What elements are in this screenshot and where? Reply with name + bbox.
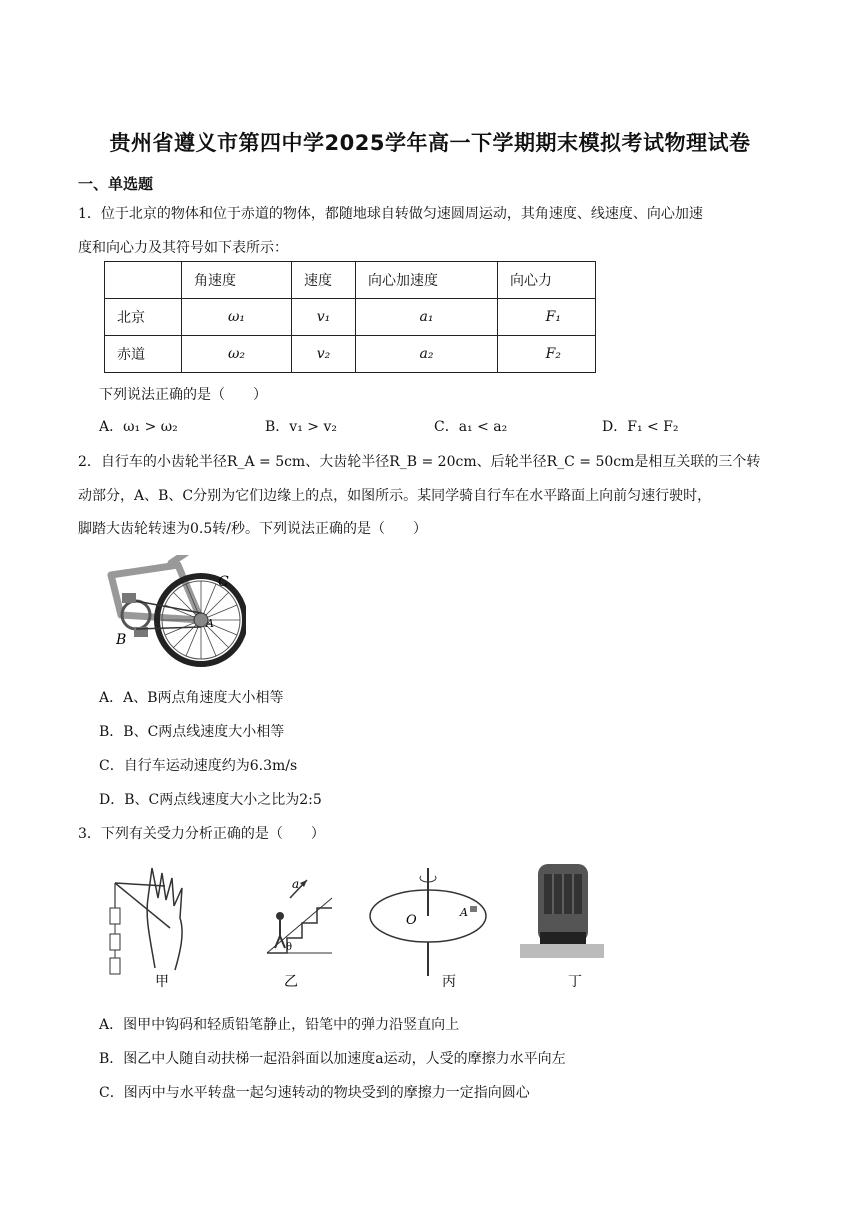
center-o-label: O [406,913,417,928]
q3-option-a: A．图甲中钩码和轻质铅笔静止，铅笔中的弹力沿竖直向上 [99,1017,460,1033]
table-cell: a₂ [356,336,498,373]
table-cell: 北京 [105,299,182,336]
table-header-cell: 向心加速度 [356,262,498,299]
q1-prompt: 下列说法正确的是（ ） [99,387,267,403]
q3-option-c: C．图丙中与水平转盘一起匀速转动的物块受到的摩擦力一定指向圆心 [99,1085,530,1101]
q2-option-c: C．自行车运动速度约为6.3m/s [99,758,298,774]
block-a-label: A [460,906,468,919]
option-b: B．v₁ > v₂ [265,419,337,435]
figure-label-bing: 丙 [442,974,456,988]
q2-option-d: D．B、C两点线速度大小之比为2:5 [99,792,322,808]
table-header-cell: 速度 [292,262,356,299]
q2-option-a: A．A、B两点角速度大小相等 [99,690,284,706]
q3-stem: 3．下列有关受力分析正确的是（ ） [78,826,325,842]
table-cell: v₁ [292,299,356,336]
q3-option-b: B．图乙中人随自动扶梯一起沿斜面以加速度a运动，人受的摩擦力水平向左 [99,1051,566,1067]
q1-stem-line1: 1．位于北京的物体和位于赤道的物体，都随地球自转做匀速圆周运动，其角速度、线速度、向心加速 [78,206,703,222]
acceleration-label: a [292,877,300,891]
q2-stem-line3: 脚踏大齿轮转速为0.5转/秒。下列说法正确的是（ ） [78,521,427,537]
table-header-cell: 角速度 [182,262,292,299]
table-cell: 赤道 [105,336,182,373]
q2-stem-line2: 动部分，A、B、C分别为它们边缘上的点，如图所示。某同学骑自行车在水平路面上向前匀速行驶时， [78,488,712,504]
q1-table [104,261,596,373]
point-b-label: B [116,632,127,648]
figure-ding [518,858,608,988]
table-cell: a₁ [356,299,498,336]
table-header-cell [105,262,182,299]
figure-label-jia: 甲 [155,974,169,988]
table-cell: F₂ [498,336,596,373]
option-a: A．ω₁ > ω₂ [99,419,178,435]
figure-label-yi: 乙 [284,974,298,988]
section-heading: 一、单选题 [78,175,154,193]
table-row [105,299,596,336]
table-header-row [105,262,596,299]
option-c: C．a₁ < a₂ [434,419,508,435]
q2-stem-line1: 2．自行车的小齿轮半径R_A = 5cm、大齿轮半径R_B = 20cm、后轮半径R_C = 50cm是相互关联的三个转 [78,454,761,470]
point-a-label: A [206,617,214,630]
bicycle-figure [96,555,246,675]
figure-yi [262,858,342,988]
page-title: 贵州省遵义市第四中学2025学年高一下学期期末模拟考试物理试卷 [109,131,751,155]
q1-stem-line2: 度和向心力及其符号如下表所示： [78,240,288,256]
table-row [105,336,596,373]
figure-jia [100,858,210,988]
table-cell: ω₁ [182,299,292,336]
theta-label: θ [286,942,293,953]
point-c-label: C [218,574,229,590]
figure-bing [366,858,496,988]
table-cell: F₁ [498,299,596,336]
table-cell: ω₂ [182,336,292,373]
q2-option-b: B．B、C两点线速度大小相等 [99,724,285,740]
table-cell: v₂ [292,336,356,373]
option-d: D．F₁ < F₂ [602,419,679,435]
table-header-cell: 向心力 [498,262,596,299]
figure-label-ding: 丁 [568,974,582,988]
